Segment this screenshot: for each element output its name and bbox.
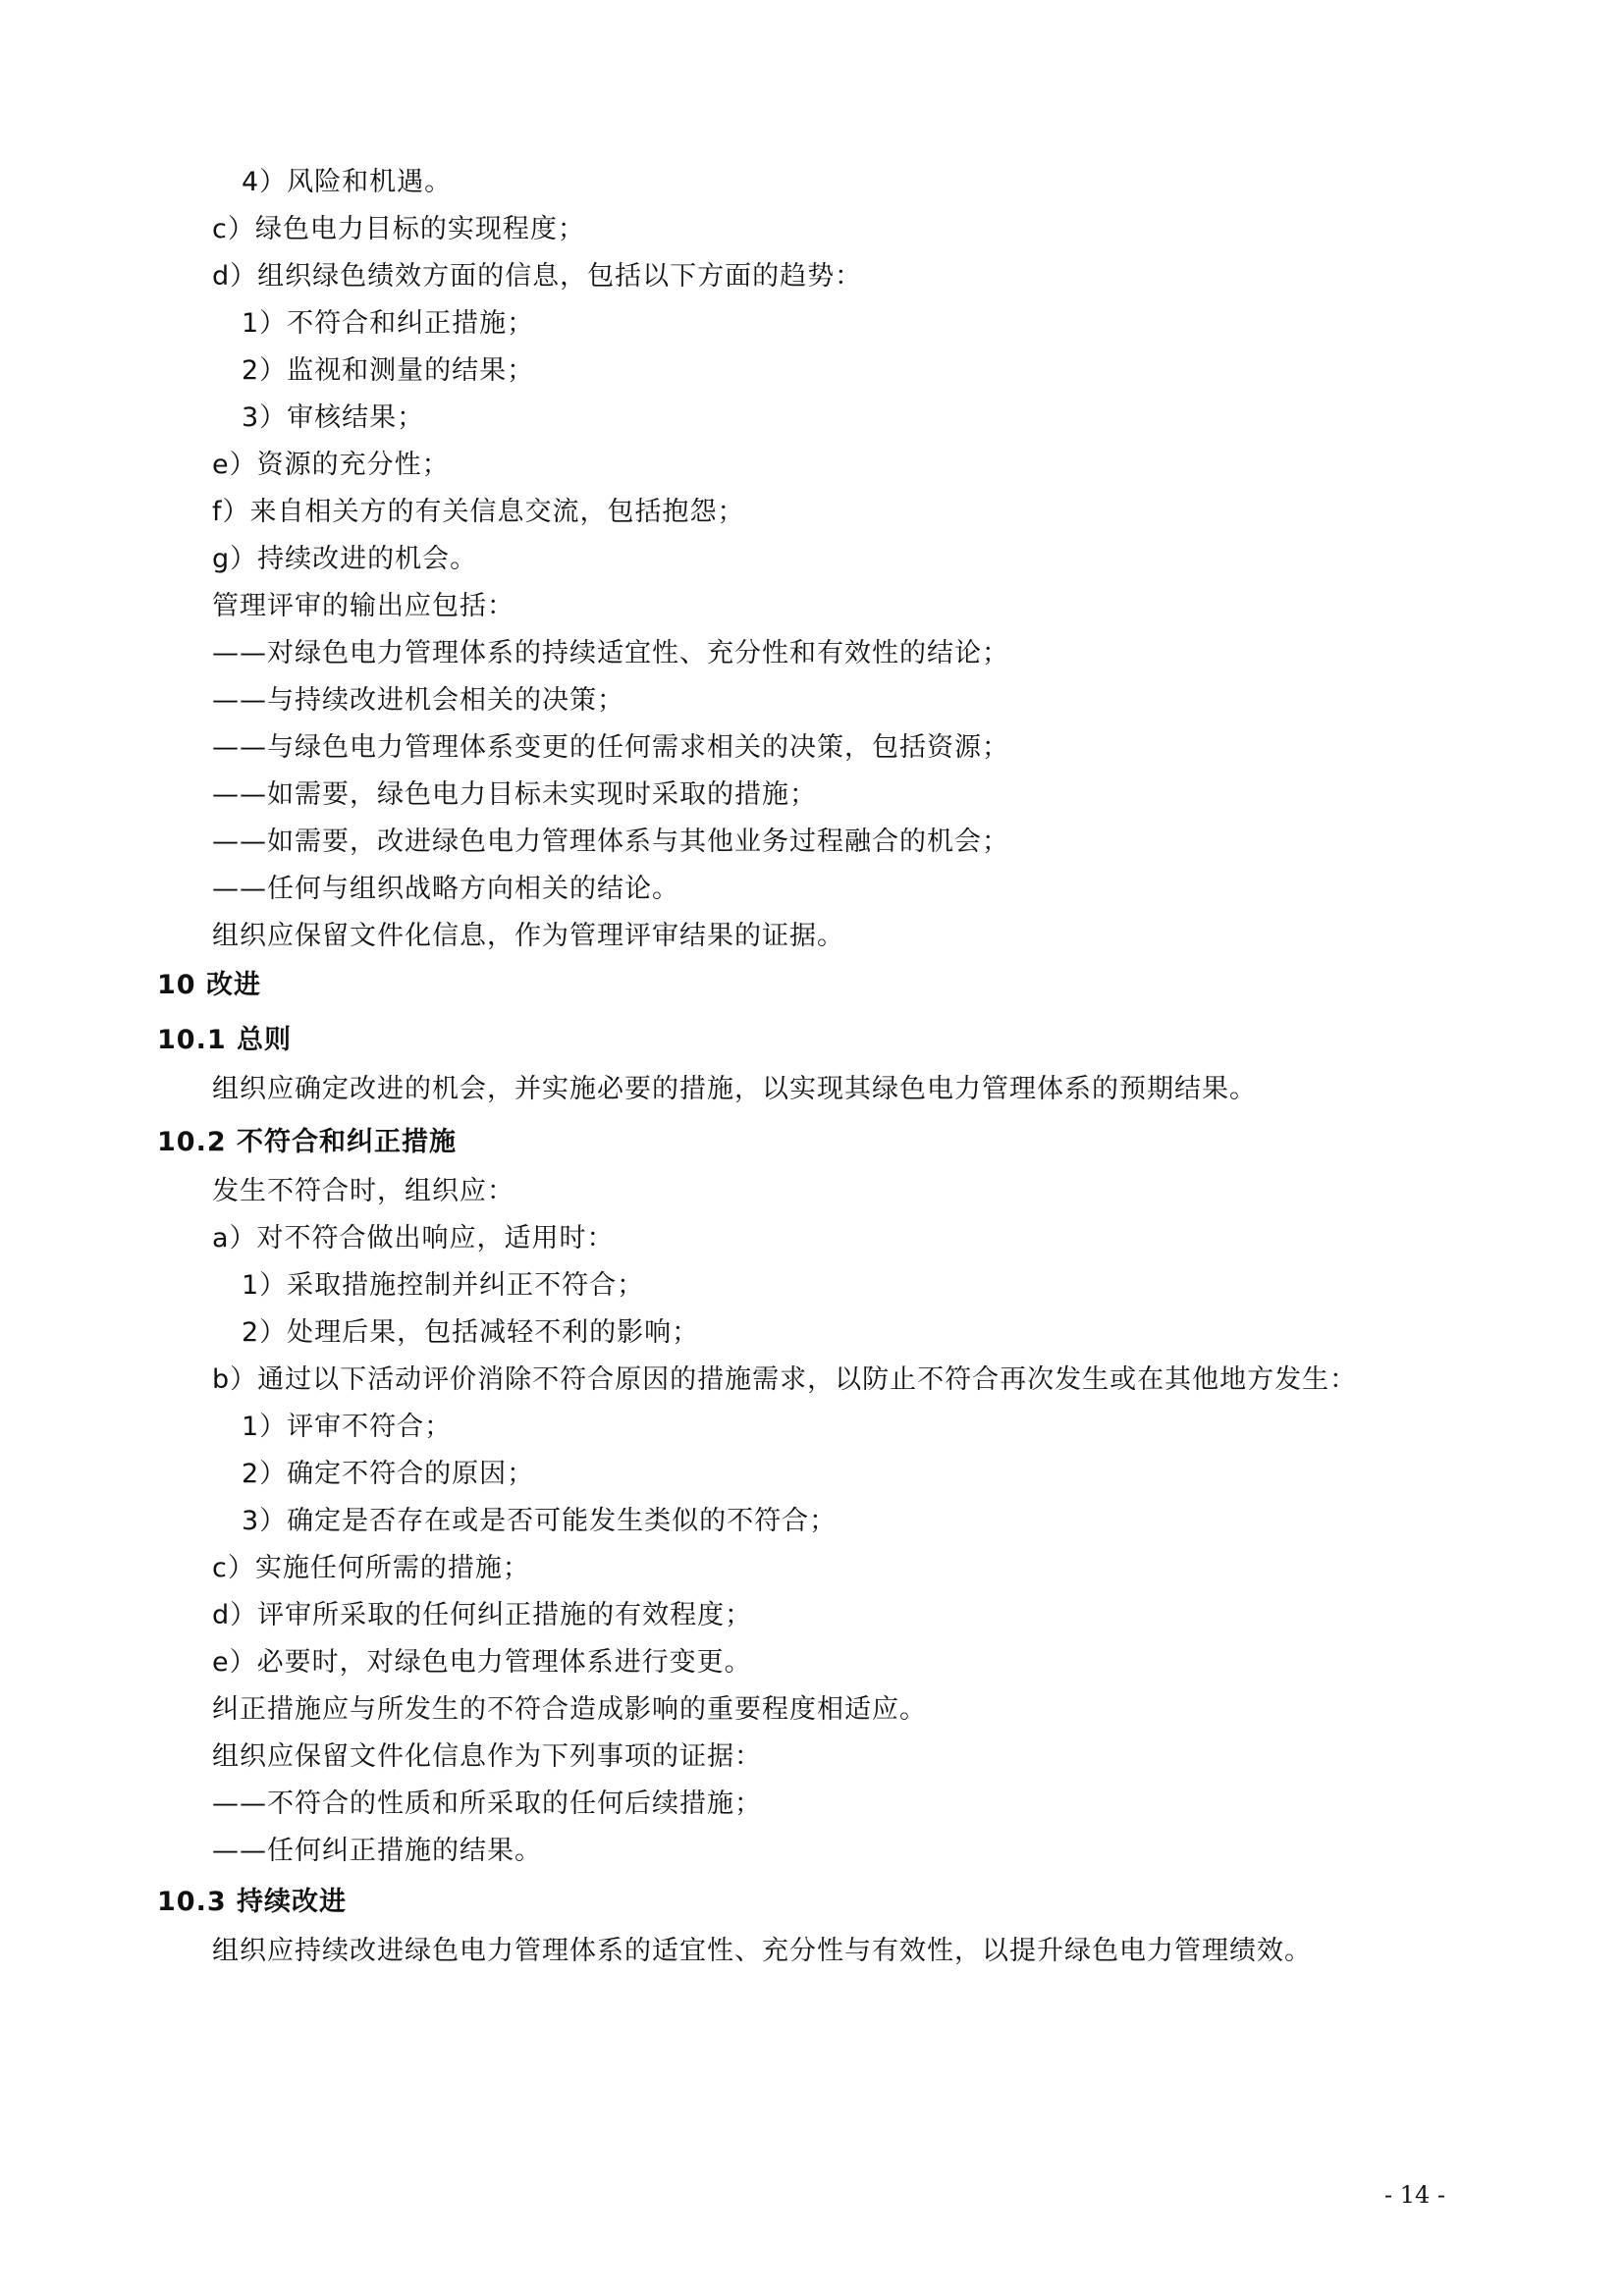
section-heading: 10 改进 bbox=[157, 970, 261, 1000]
dash-item: ——不符合的性质和所采取的任何后续措施； bbox=[212, 1789, 762, 1819]
dash-item: ——对绿色电力管理体系的持续适宜性、充分性和有效性的结论； bbox=[212, 638, 1009, 668]
dash-item: ——与绿色电力管理体系变更的任何需求相关的决策，包括资源； bbox=[212, 732, 1009, 763]
list-item: g）持续改进的机会。 bbox=[212, 544, 478, 574]
list-item: d）组织绿色绩效方面的信息，包括以下方面的趋势： bbox=[212, 261, 863, 292]
list-item: c）实施任何所需的措施； bbox=[212, 1553, 530, 1583]
list-item: 2）处理后果，包括减轻不利的影响； bbox=[242, 1317, 700, 1348]
dash-item: ——与持续改进机会相关的决策； bbox=[212, 685, 624, 716]
subsection-heading: 10.3 持续改进 bbox=[157, 1887, 348, 1917]
paragraph: 组织应保留文件化信息，作为管理评审结果的证据。 bbox=[212, 921, 844, 951]
list-item: 3）审核结果； bbox=[242, 402, 425, 433]
list-item: 1）不符合和纠正措施； bbox=[242, 308, 535, 339]
paragraph: 纠正措施应与所发生的不符合造成影响的重要程度相适应。 bbox=[212, 1694, 927, 1725]
paragraph: 组织应确定改进的机会，并实施必要的措施，以实现其绿色电力管理体系的预期结果。 bbox=[212, 1074, 1257, 1104]
dash-item: ——如需要，改进绿色电力管理体系与其他业务过程融合的机会； bbox=[212, 827, 1009, 857]
list-item: 2）确定不符合的原因； bbox=[242, 1459, 535, 1489]
list-item: c）绿色电力目标的实现程度； bbox=[212, 214, 585, 244]
list-item: 1）评审不符合； bbox=[242, 1412, 453, 1442]
paragraph: 组织应保留文件化信息作为下列事项的证据： bbox=[212, 1741, 762, 1772]
list-item: 2）监视和测量的结果； bbox=[242, 355, 535, 386]
dash-item: ——任何与组织战略方向相关的结论。 bbox=[212, 874, 679, 904]
page-number: - 14 - bbox=[1384, 2181, 1446, 2209]
list-item: e）资源的充分性； bbox=[212, 450, 450, 480]
subsection-heading: 10.2 不符合和纠正措施 bbox=[157, 1127, 458, 1157]
dash-item: ——如需要，绿色电力目标未实现时采取的措施； bbox=[212, 779, 817, 810]
list-item: b）通过以下活动评价消除不符合原因的措施需求，以防止不符合再次发生或在其他地方发生： bbox=[212, 1364, 1358, 1395]
list-item: 4）风险和机遇。 bbox=[242, 167, 453, 197]
list-item: 1）采取措施控制并纠正不符合； bbox=[242, 1270, 645, 1301]
paragraph: 管理评审的输出应包括： bbox=[212, 591, 514, 621]
list-item: d）评审所采取的任何纠正措施的有效程度； bbox=[212, 1600, 753, 1630]
list-item: 3）确定是否存在或是否可能发生类似的不符合； bbox=[242, 1506, 838, 1536]
paragraph: 发生不符合时，组织应： bbox=[212, 1176, 514, 1206]
list-item: f）来自相关方的有关信息交流，包括抱怨； bbox=[212, 497, 745, 527]
paragraph: 组织应持续改进绿色电力管理体系的适宜性、充分性与有效性，以提升绿色电力管理绩效。 bbox=[212, 1936, 1312, 1966]
list-item: e）必要时，对绿色电力管理体系进行变更。 bbox=[212, 1647, 752, 1678]
dash-item: ——任何纠正措施的结果。 bbox=[212, 1836, 542, 1866]
list-item: a）对不符合做出响应，适用时： bbox=[212, 1223, 615, 1254]
subsection-heading: 10.1 总则 bbox=[157, 1025, 293, 1055]
